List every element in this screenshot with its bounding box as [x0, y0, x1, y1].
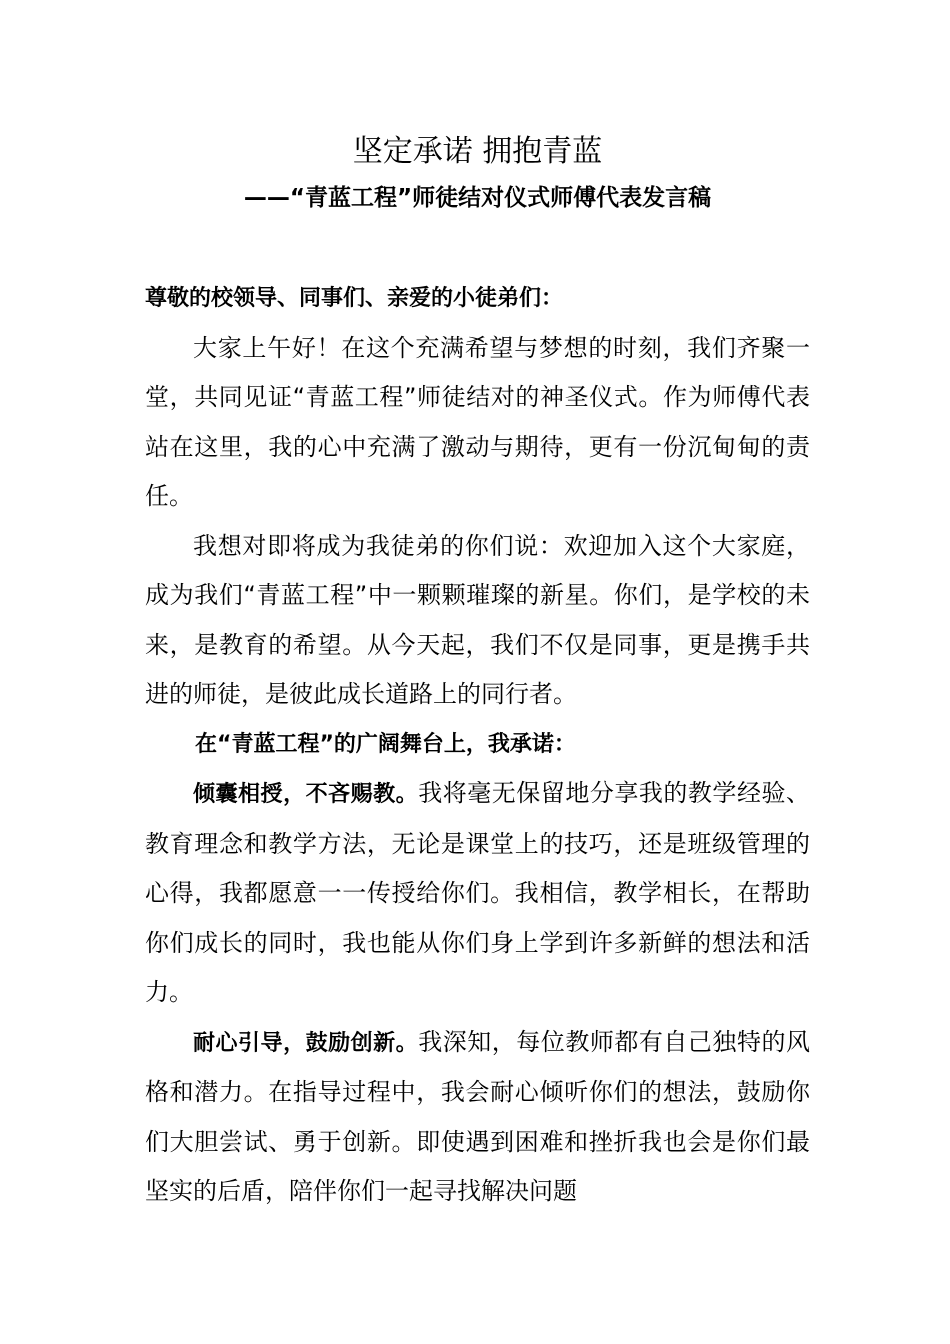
document-page	[145, 128, 810, 1217]
promise-text: 我将毫无保留地分享我的教学经验、教育理念和教学方法，无论是课堂上的技巧，还是班级管理的心得，我都愿意一一传授给你们。我相信，教学相长，在帮助你们成长的同时，我也能从你们身上学到许多新鲜的想法和活力。	[145, 779, 810, 1006]
promise-text: 我深知，每位教师都有自己独特的风格和潜力。在指导过程中，我会耐心倾听你们的想法，鼓励你们大胆尝试、勇于创新。即使遇到困难和挫折我也会是你们最坚实的后盾，陪伴你们一起寻找解决问题	[145, 1027, 810, 1205]
paragraph-greeting	[145, 324, 810, 522]
document-title: 坚定承诺 拥抱青蓝	[352, 134, 603, 169]
document-subtitle: ——“青蓝工程”师徒结对仪式师傅代表发言稿	[243, 185, 712, 211]
salutation: 尊敬的校领导、同事们、亲爱的小徒弟们：	[145, 286, 564, 311]
promise-lead: 倾囊相授，不吝赐教。	[193, 782, 419, 807]
promise-lead: 耐心引导，鼓励创新。	[193, 1030, 419, 1056]
paragraph-text: 我想对即将成为我徒弟的你们说：欢迎加入这个大家庭，成为我们“青蓝工程”中一颗颗璀璨的新星。你们，是学校的未来，是教育的希望。从今天起，我们不仅是同事，更是携手共进的师徒，是彼此成长道路上的同行者。	[145, 531, 810, 708]
paragraph-welcome	[145, 522, 810, 720]
promise-paragraph-1	[145, 769, 810, 1018]
paragraph-text: 大家上午好！在这个充满希望与梦想的时刻，我们齐聚一堂，共同见证“青蓝工程”师徒结对的神圣仪式。作为师傅代表站在这里，我的心中充满了激动与期待，更有一份沉甸甸的责任。	[145, 333, 810, 510]
promise-heading: 在“青蓝工程”的广阔舞台上，我承诺：	[195, 731, 576, 757]
promise-paragraph-2	[145, 1018, 810, 1217]
